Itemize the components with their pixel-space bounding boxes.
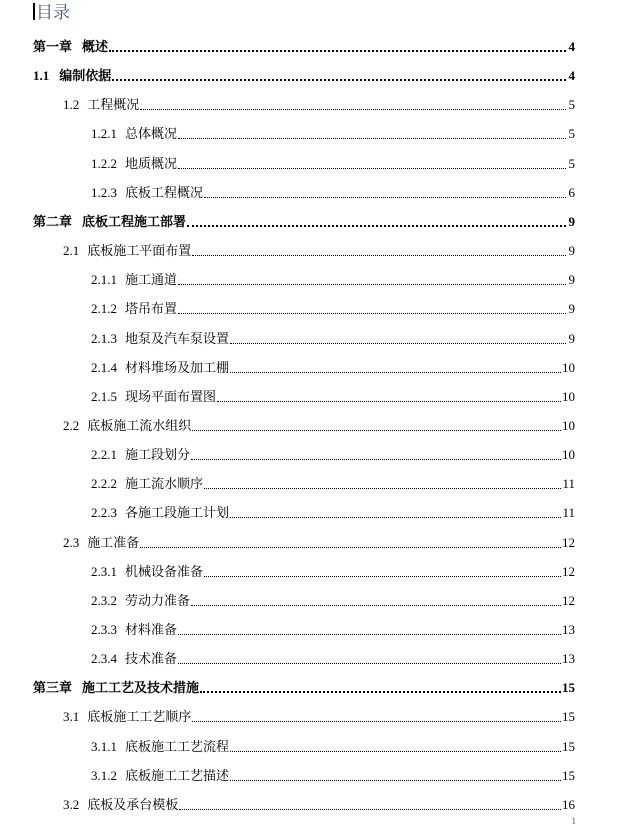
toc-entry[interactable]: [63, 705, 575, 725]
toc-entry-page: 9: [568, 331, 575, 346]
toc-entry-number: 2.3: [63, 535, 80, 550]
toc-dot-leader: [140, 547, 561, 548]
page-title-text: 目录: [36, 3, 70, 23]
toc-entry-title: 技术准备: [125, 651, 178, 666]
toc-entry[interactable]: [91, 181, 575, 201]
toc-entry-title: 现场平面布置图: [125, 389, 217, 404]
toc-entry-number: 2.3.3: [91, 622, 117, 637]
toc-dot-leader: [187, 225, 566, 227]
toc-entry-page: 11: [562, 505, 575, 520]
toc-dot-leader: [200, 691, 561, 693]
toc-dot-leader: [230, 372, 561, 373]
toc-dot-leader: [178, 313, 566, 314]
toc-dot-leader: [179, 809, 561, 810]
toc-dot-leader: [204, 197, 566, 198]
toc-dot-leader: [204, 576, 561, 577]
toc-entry-number: 2.1.5: [91, 389, 117, 404]
footer-page-number: 1: [571, 816, 576, 826]
toc-entry-number: 2.1.2: [91, 301, 117, 316]
toc-entry[interactable]: [91, 647, 575, 667]
toc-entry[interactable]: [91, 560, 575, 580]
toc-entry[interactable]: [33, 676, 575, 696]
toc-dot-leader: [230, 343, 566, 344]
toc-entry-title: 底板施工流水组织: [87, 418, 192, 433]
toc-entry-page: 9: [568, 243, 575, 258]
toc-entry[interactable]: [91, 443, 575, 463]
toc-entry-page: 9: [568, 214, 575, 229]
toc-entry-number: 2.2: [63, 418, 80, 433]
toc-entry-title: 材料堆场及加工棚: [125, 360, 230, 375]
toc-entry-title: 底板及承台模板: [87, 797, 179, 812]
toc-entry-page: 9: [568, 301, 575, 316]
toc-entry[interactable]: [91, 268, 575, 288]
toc-entry[interactable]: [91, 618, 575, 638]
toc-entry-page: 5: [568, 126, 575, 141]
toc-entry-number: 2.1: [63, 243, 80, 258]
toc-entry-page: 10: [562, 447, 575, 462]
toc-entry[interactable]: [91, 764, 575, 784]
toc-dot-leader: [109, 50, 566, 52]
toc-entry-title: 塔吊布置: [125, 301, 178, 316]
toc-entry[interactable]: [91, 327, 575, 347]
toc-entry-title: 底板施工工艺流程: [125, 739, 230, 754]
toc-entry[interactable]: [63, 531, 575, 551]
toc-entry[interactable]: [63, 93, 575, 113]
toc-entry-page: 15: [562, 768, 575, 783]
toc-dot-leader: [178, 634, 561, 635]
toc-entry-number: 2.2.1: [91, 447, 117, 462]
toc-entry[interactable]: [91, 356, 575, 376]
toc-entry-page: 15: [562, 680, 575, 695]
toc-entry-title: 施工段划分: [125, 447, 191, 462]
toc-entry-page: 12: [562, 535, 575, 550]
toc-entry-page: 15: [562, 709, 575, 724]
toc-entry-number: 3.1.1: [91, 739, 117, 754]
toc-entry-title: 施工通道: [125, 272, 178, 287]
toc-entry-number: 2.1.1: [91, 272, 117, 287]
toc-entry[interactable]: [33, 210, 575, 230]
toc-entry-number: 2.2.3: [91, 505, 117, 520]
toc-entry-page: 5: [568, 97, 575, 112]
toc-entry[interactable]: [63, 414, 575, 434]
toc-dot-leader: [140, 109, 566, 110]
toc-dot-leader: [178, 284, 566, 285]
toc-entry[interactable]: [33, 64, 575, 84]
toc-dot-leader: [230, 517, 561, 518]
toc-dot-leader: [192, 721, 561, 722]
toc-entry-page: 4: [568, 68, 575, 83]
toc-entry-page: 13: [562, 651, 575, 666]
toc-entry[interactable]: [91, 385, 575, 405]
toc-entry-number: 1.1: [33, 68, 50, 83]
toc-entry-page: 15: [562, 739, 575, 754]
toc-dot-leader: [178, 168, 566, 169]
toc-entry-title: 工程概况: [87, 97, 140, 112]
toc-entry-number: 3.2: [63, 797, 80, 812]
toc-entry-title: 劳动力准备: [125, 593, 191, 608]
toc-entry-page: 16: [562, 797, 575, 812]
toc-entry-page: 12: [562, 564, 575, 579]
toc-dot-leader: [230, 751, 561, 752]
toc-entry[interactable]: [91, 589, 575, 609]
toc-entry-title: 施工流水顺序: [125, 476, 204, 491]
toc-dot-leader: [230, 780, 561, 781]
page-title: [33, 0, 70, 26]
toc-entry-title: 底板施工工艺顺序: [87, 709, 192, 724]
toc-entry-number: 第一章: [33, 39, 73, 54]
toc-entry-title: 地质概况: [125, 156, 178, 171]
toc-entry-title: 编制依据: [59, 68, 112, 83]
toc-entry-number: 1.2: [63, 97, 80, 112]
toc-entry-page: 6: [568, 185, 575, 200]
toc-dot-leader: [192, 430, 561, 431]
toc-entry-page: 4: [568, 39, 575, 54]
toc-entry[interactable]: [63, 793, 575, 813]
toc-entry-number: 第二章: [33, 214, 73, 229]
toc-entry[interactable]: [91, 501, 575, 521]
toc-entry-number: 3.1.2: [91, 768, 117, 783]
toc-entry-number: 3.1: [63, 709, 80, 724]
toc-entry-page: 10: [562, 418, 575, 433]
toc-entry-page: 9: [568, 272, 575, 287]
toc-entry[interactable]: [63, 239, 575, 259]
toc-dot-leader: [178, 138, 566, 139]
toc-dot-leader: [191, 605, 561, 606]
toc-entry-title: 总体概况: [125, 126, 178, 141]
toc-dot-leader: [192, 255, 566, 256]
toc-entry-number: 2.2.2: [91, 476, 117, 491]
toc-dot-leader: [178, 663, 561, 664]
toc-entry-page: 5: [568, 156, 575, 171]
toc-entry-number: 2.3.1: [91, 564, 117, 579]
toc-entry-page: 10: [562, 360, 575, 375]
toc-entry-title: 施工工艺及技术措施: [82, 680, 200, 695]
text-cursor: [33, 3, 35, 20]
toc-entry-title: 底板施工工艺描述: [125, 768, 230, 783]
toc-entry-page: 10: [562, 389, 575, 404]
toc-entry-number: 2.1.3: [91, 331, 117, 346]
toc-entry-title: 概述: [82, 39, 109, 54]
toc-entry-title: 底板施工平面布置: [87, 243, 192, 258]
toc-entry-title: 底板工程施工部署: [82, 214, 187, 229]
toc-entry-number: 1.2.1: [91, 126, 117, 141]
toc-dot-leader: [191, 459, 561, 460]
toc-entry-number: 1.2.3: [91, 185, 117, 200]
toc-entry-number: 2.3.2: [91, 593, 117, 608]
toc-dot-leader: [204, 488, 561, 489]
toc-entry-title: 材料准备: [125, 622, 178, 637]
toc-entry[interactable]: [91, 472, 575, 492]
toc-entry[interactable]: [91, 297, 575, 317]
toc-entry-title: 底板工程概况: [125, 185, 204, 200]
toc-entry-title: 机械设备准备: [125, 564, 204, 579]
toc-entry-number: 第三章: [33, 680, 73, 695]
toc-entry[interactable]: [91, 152, 575, 172]
toc-entry-title: 地泵及汽车泵设置: [125, 331, 230, 346]
toc-dot-leader: [112, 79, 566, 81]
toc-entry-page: 12: [562, 593, 575, 608]
toc-entry-page: 13: [562, 622, 575, 637]
toc-entry[interactable]: [33, 35, 575, 55]
toc-entry[interactable]: [91, 735, 575, 755]
toc-dot-leader: [217, 401, 561, 402]
toc-entry-number: 2.1.4: [91, 360, 117, 375]
toc-entry[interactable]: [91, 122, 575, 142]
toc-entry-page: 11: [562, 476, 575, 491]
toc-entry-title: 施工准备: [87, 535, 140, 550]
toc-entry-number: 2.3.4: [91, 651, 117, 666]
toc-entry-title: 各施工段施工计划: [125, 505, 230, 520]
toc-entry-number: 1.2.2: [91, 156, 117, 171]
